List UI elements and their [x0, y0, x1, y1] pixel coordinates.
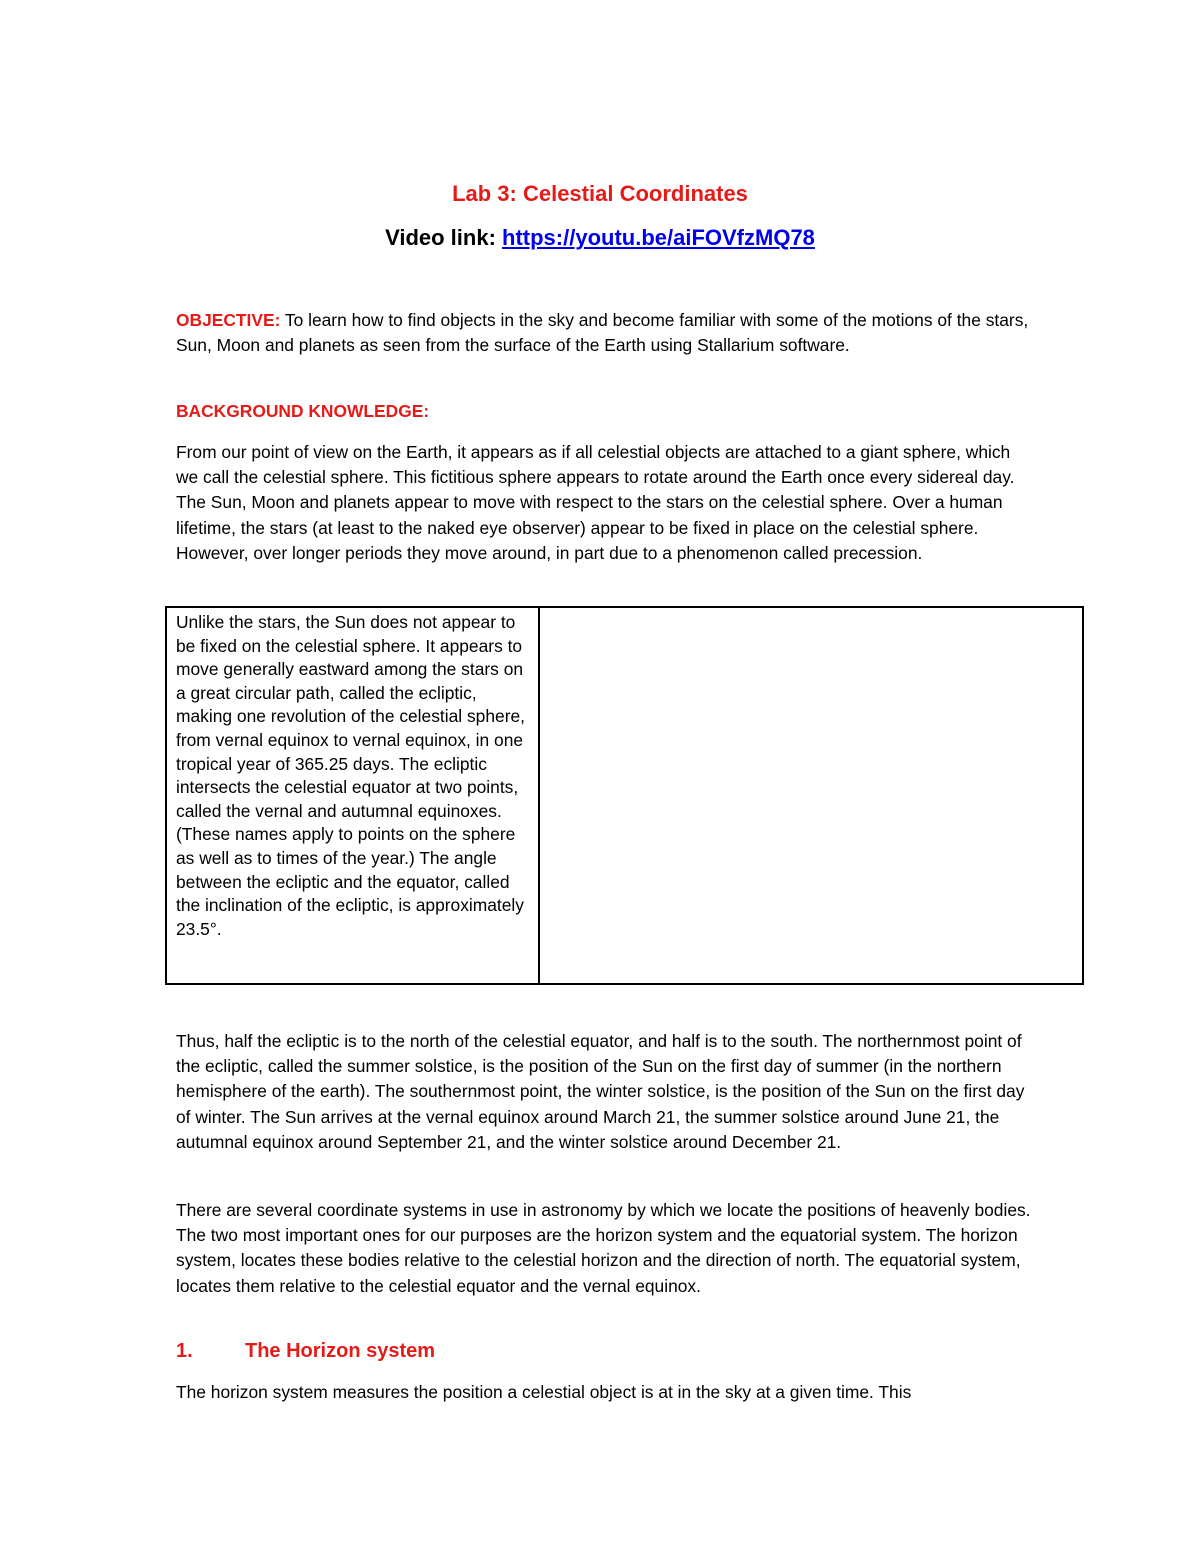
video-link-label: Video link:	[385, 225, 503, 250]
ecliptic-table-empty-cell	[540, 608, 1082, 983]
ecliptic-table-text-cell: Unlike the stars, the Sun does not appear to be fixed on the celestial sphere. It appears to move generally eastward among the stars on a great circular path, called the ecliptic, making one revolution of the celestial sphere, from vernal equinox to vernal equinox, in one tropical year of 365.25 days. The ecliptic intersects the celestial equator at two points, called the vernal and autumnal equinoxes. (These names apply to points on the sphere as well as to times of the year.) The angle between the ecliptic and the equator, called the inclination of the ecliptic, is approximately 23.5°.	[167, 608, 540, 983]
objective-label: OBJECTIVE:	[176, 310, 281, 330]
section-title: The Horizon system	[245, 1340, 436, 1362]
coordinate-systems-paragraph: There are several coordinate systems in use in astronomy by which we locate the positions of heavenly bodies. The two most important ones for our purposes are the horizon system and the equatorial system. The horizon system, locates these bodies relative to the celestial horizon and the direction of north. The equatorial system, locates them relative to the celestial equator and the vernal equinox.	[176, 1200, 1031, 1296]
section-heading-horizon-system	[176, 1338, 435, 1364]
objective-text: To learn how to find objects in the sky and become familiar with some of the motions of the stars, Sun, Moon and planets as seen from the surface of the Earth using Stallarium software.	[176, 310, 1029, 356]
ecliptic-table	[165, 606, 1084, 985]
solstice-paragraph: Thus, half the ecliptic is to the north of the celestial equator, and half is to the south. The northernmost point of the ecliptic, called the summer solstice, is the position of the Sun on the first day of summer (in the northern hemisphere of the earth). The southernmost point, the winter solstice, is the position of the Sun on the first day of winter. The Sun arrives at the vernal equinox around March 21, the summer solstice around June 21, the autumnal equinox around September 21, and the winter solstice around December 21.	[176, 1031, 1025, 1152]
background-paragraph: From our point of view on the Earth, it appears as if all celestial objects are attached to a giant sphere, which we call the celestial sphere. This fictitious sphere appears to rotate around the Earth once every sidereal day. The Sun, Moon and planets appear to move with respect to the stars on the celestial sphere. Over a human lifetime, the stars (at least to the naked eye observer) appear to be fixed in place on the celestial sphere. However, over longer periods they move around, in part due to a phenomenon called precession.	[176, 442, 1015, 563]
objective-paragraph	[176, 308, 1036, 358]
section-number: 1.	[176, 1340, 193, 1362]
page-title: Lab 3: Celestial Coordinates	[452, 181, 748, 206]
background-heading: BACKGROUND KNOWLEDGE:	[176, 401, 430, 421]
video-link[interactable]: https://youtu.be/aiFOVfzMQ78	[502, 225, 815, 250]
video-link-line	[0, 224, 1200, 252]
horizon-system-paragraph: The horizon system measures the position a celestial object is at in the sky at a given time. This	[176, 1382, 912, 1402]
